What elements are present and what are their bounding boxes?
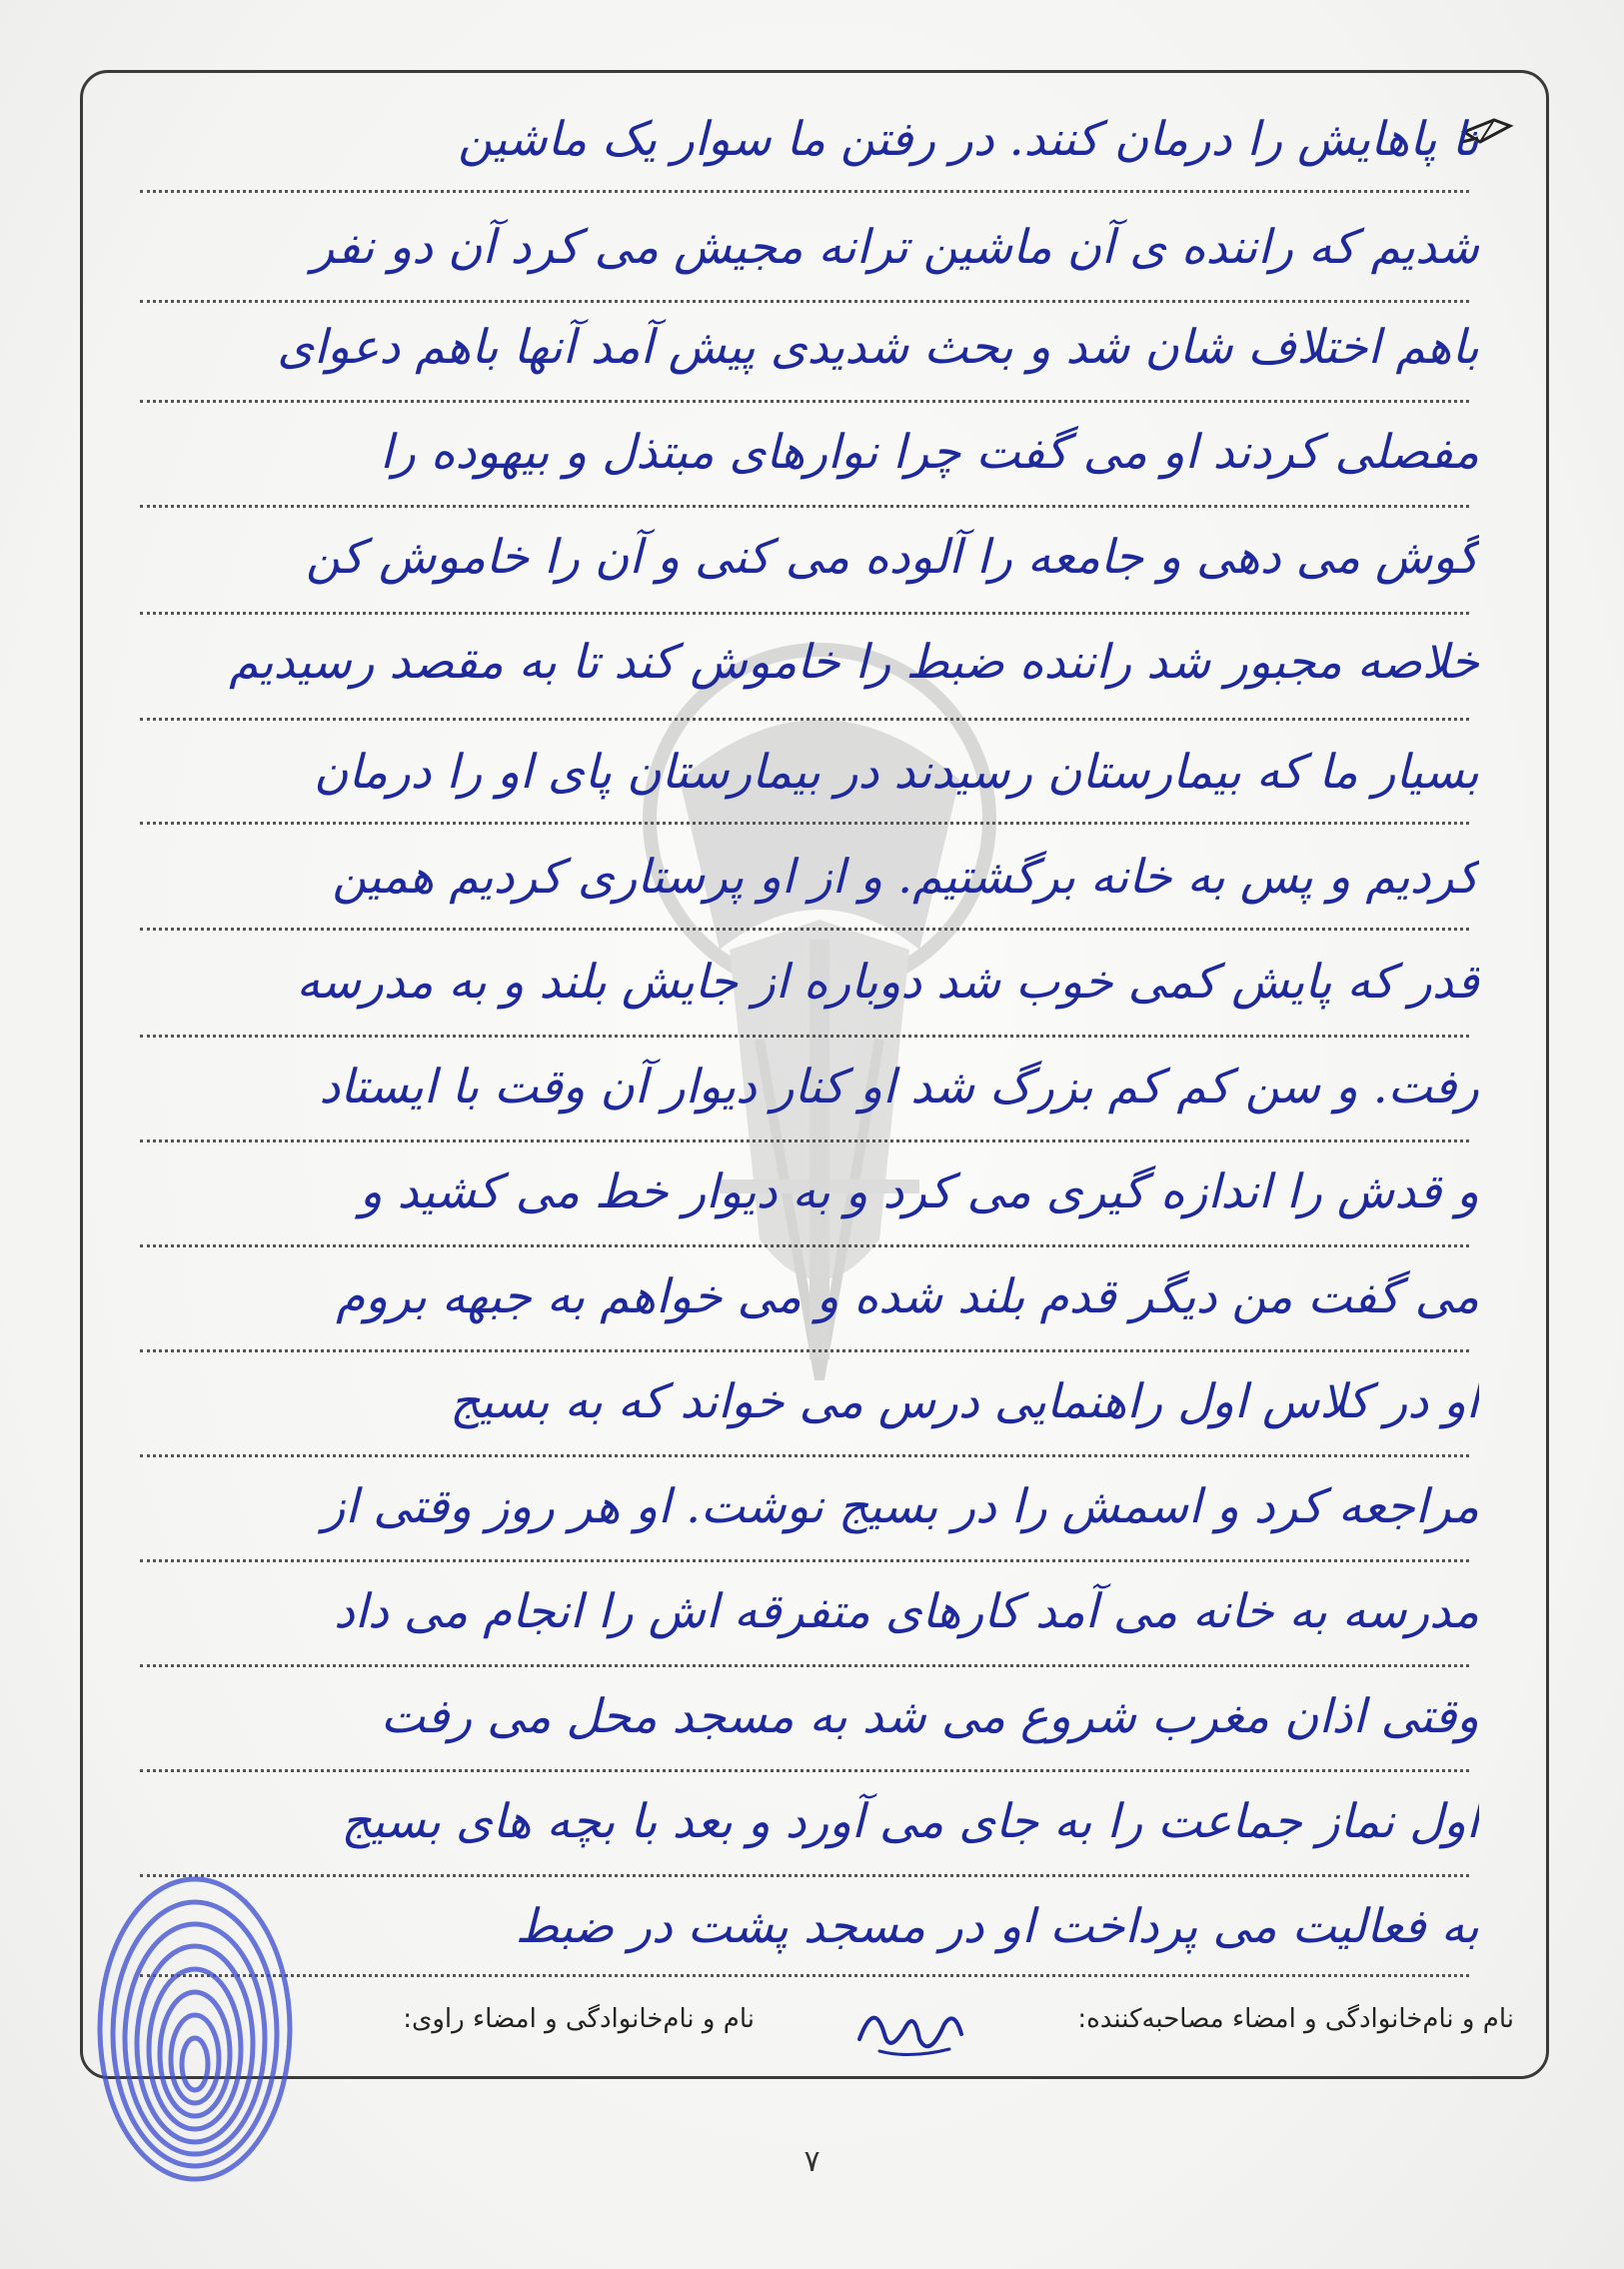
handwritten-line: قدر که پایش کمی خوب شد دوباره از جایش بلند و به مدرسه — [296, 955, 1479, 1010]
signature-mark — [849, 1989, 969, 2069]
dotted-rule — [140, 505, 1469, 508]
dotted-rule — [140, 1874, 1469, 1877]
handwritten-line: مدرسه به خانه می آمد کارهای متفرقه اش را انجام می داد — [333, 1584, 1479, 1639]
dotted-rule — [140, 190, 1469, 193]
handwritten-line: او در کلاس اول راهنمایی درس می خواند که به بسیج — [450, 1374, 1479, 1429]
handwritten-line: اول نماز جماعت را به جای می آورد و بعد با بچه های بسیج — [341, 1794, 1479, 1849]
dotted-rule — [140, 718, 1469, 721]
handwritten-line: کردیم و پس به خانه برگشتیم. و از او پرستاری کردیم همین — [332, 850, 1479, 905]
handwritten-line: تا پاهایش را درمان کنند. در رفتن ما سوار یک ماشین — [458, 112, 1479, 167]
dotted-rule — [140, 1664, 1469, 1667]
handwritten-line: مراجعه کرد و اسمش را در بسیج نوشت. او هر روز وقتی از — [322, 1479, 1479, 1534]
dotted-rule — [140, 1454, 1469, 1457]
dotted-rule — [140, 400, 1469, 403]
handwritten-line: گوش می دهی و جامعه را آلوده می کنی و آن را خاموش کن — [305, 530, 1479, 585]
handwritten-line: مفصلی کردند او می گفت چرا نوارهای مبتذل و بیهوده را — [380, 425, 1479, 480]
fingerprint-mark — [90, 1859, 300, 2189]
page-number: ۷ — [804, 2144, 820, 2179]
dotted-rule — [140, 1559, 1469, 1562]
handwritten-line: رفت. و سن کم کم بزرگ شد او کنار دیوار آن وقت با ایستاد — [319, 1060, 1479, 1115]
dotted-rule — [140, 1139, 1469, 1142]
interviewer-signature-label: نام و نام‌خانوادگی و امضاء مصاحبه‌کننده: — [1077, 2004, 1514, 2034]
dotted-rule — [140, 1035, 1469, 1038]
handwritten-line: شدیم که راننده ی آن ماشین ترانه مجیش می کرد آن دو نفر — [311, 220, 1479, 275]
dotted-rule — [140, 1244, 1469, 1247]
handwritten-line: می گفت من دیگر قدم بلند شده و می خواهم به جبهه بروم — [336, 1269, 1479, 1324]
handwritten-line: و قدش را اندازه گیری می کرد و به دیوار خط می کشید و — [359, 1164, 1479, 1219]
narrator-signature-label: نام و نام‌خانوادگی و امضاء راوی: — [403, 2004, 755, 2034]
handwritten-line: باهم اختلاف شان شد و بحث شدیدی پیش آمد آنها باهم دعوای — [277, 320, 1479, 375]
handwritten-line: وقتی اذان مغرب شروع می شد به مسجد محل می رفت — [380, 1689, 1479, 1744]
handwritten-line: به فعالیت می پرداخت او در مسجد پشت در ضبط — [515, 1899, 1479, 1954]
dotted-rule — [140, 1349, 1469, 1352]
dotted-rule — [140, 822, 1469, 825]
handwritten-line: بسیار ما که بیمارستان رسیدند در بیمارستان پای او را درمان — [313, 745, 1479, 800]
handwritten-line: خلاصه مجبور شد راننده ضبط را خاموش کند تا به مقصد رسیدیم — [229, 635, 1479, 690]
dotted-rule — [140, 1974, 1469, 1977]
dotted-rule — [140, 928, 1469, 931]
dotted-rule — [140, 1769, 1469, 1772]
